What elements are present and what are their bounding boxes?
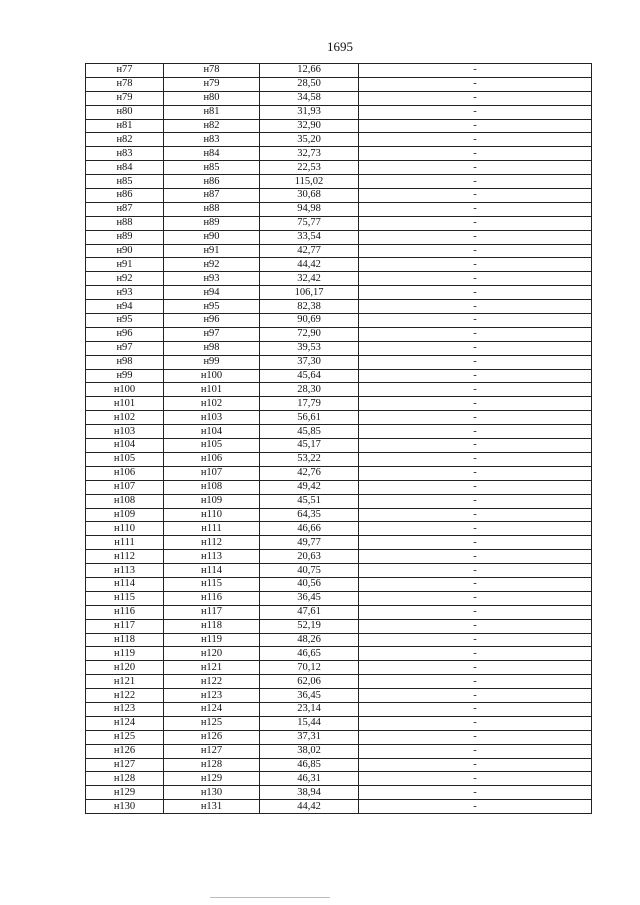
cell-note: -	[359, 425, 592, 439]
table-row	[86, 216, 592, 230]
cell-point-from: н98	[86, 355, 164, 369]
cell-length: 45,85	[260, 425, 359, 439]
cell-length: 15,44	[260, 716, 359, 730]
cell-note: -	[359, 772, 592, 786]
cell-point-to: н102	[164, 397, 260, 411]
table-row	[86, 605, 592, 619]
table-row	[86, 702, 592, 716]
table-row	[86, 661, 592, 675]
cell-point-from: н124	[86, 716, 164, 730]
cell-point-to: н107	[164, 466, 260, 480]
cell-note: -	[359, 716, 592, 730]
cell-point-from: н83	[86, 147, 164, 161]
table-row	[86, 286, 592, 300]
table-row	[86, 730, 592, 744]
cell-note: -	[359, 702, 592, 716]
cell-point-from: н101	[86, 397, 164, 411]
table-row	[86, 786, 592, 800]
table-row	[86, 133, 592, 147]
cell-note: -	[359, 758, 592, 772]
cell-note: -	[359, 633, 592, 647]
cell-point-to: н88	[164, 202, 260, 216]
table-row	[86, 647, 592, 661]
cell-length: 75,77	[260, 216, 359, 230]
cell-note: -	[359, 619, 592, 633]
table-body	[86, 64, 592, 814]
table-row	[86, 383, 592, 397]
page-bottom-rule	[210, 897, 330, 898]
cell-point-from: н89	[86, 230, 164, 244]
cell-point-to: н81	[164, 105, 260, 119]
table-row	[86, 536, 592, 550]
cell-point-from: н123	[86, 702, 164, 716]
cell-length: 45,64	[260, 369, 359, 383]
table-row	[86, 591, 592, 605]
table-row	[86, 744, 592, 758]
cell-length: 36,45	[260, 689, 359, 703]
cell-length: 56,61	[260, 411, 359, 425]
cell-point-from: н90	[86, 244, 164, 258]
table-row	[86, 758, 592, 772]
cell-note: -	[359, 522, 592, 536]
cell-length: 72,90	[260, 327, 359, 341]
cell-point-from: н129	[86, 786, 164, 800]
cell-point-from: н106	[86, 466, 164, 480]
boundary-segments-table	[85, 63, 592, 814]
cell-point-to: н116	[164, 591, 260, 605]
cell-point-from: н78	[86, 77, 164, 91]
cell-point-to: н130	[164, 786, 260, 800]
table-row	[86, 314, 592, 328]
cell-point-from: н107	[86, 480, 164, 494]
cell-point-to: н83	[164, 133, 260, 147]
table-row	[86, 230, 592, 244]
cell-length: 45,51	[260, 494, 359, 508]
cell-point-from: н93	[86, 286, 164, 300]
cell-point-from: н113	[86, 564, 164, 578]
cell-length: 32,73	[260, 147, 359, 161]
cell-point-to: н82	[164, 119, 260, 133]
cell-note: -	[359, 77, 592, 91]
table-row	[86, 564, 592, 578]
cell-point-from: н86	[86, 189, 164, 203]
cell-length: 62,06	[260, 675, 359, 689]
cell-point-from: н104	[86, 439, 164, 453]
cell-note: -	[359, 161, 592, 175]
table-row	[86, 800, 592, 814]
cell-length: 106,17	[260, 286, 359, 300]
table-row	[86, 175, 592, 189]
cell-note: -	[359, 577, 592, 591]
table-row	[86, 147, 592, 161]
cell-point-to: н112	[164, 536, 260, 550]
cell-note: -	[359, 494, 592, 508]
cell-length: 39,53	[260, 341, 359, 355]
cell-point-from: н122	[86, 689, 164, 703]
cell-note: -	[359, 466, 592, 480]
cell-point-to: н120	[164, 647, 260, 661]
cell-point-from: н115	[86, 591, 164, 605]
cell-length: 46,31	[260, 772, 359, 786]
cell-length: 20,63	[260, 550, 359, 564]
table-row	[86, 480, 592, 494]
table-row	[86, 439, 592, 453]
cell-point-to: н126	[164, 730, 260, 744]
cell-length: 37,30	[260, 355, 359, 369]
cell-length: 12,66	[260, 64, 359, 78]
cell-point-to: н118	[164, 619, 260, 633]
cell-point-from: н79	[86, 91, 164, 105]
cell-note: -	[359, 272, 592, 286]
cell-note: -	[359, 286, 592, 300]
table-row	[86, 675, 592, 689]
cell-length: 37,31	[260, 730, 359, 744]
cell-note: -	[359, 314, 592, 328]
table-row	[86, 91, 592, 105]
cell-point-to: н78	[164, 64, 260, 78]
page-number: 1695	[327, 39, 353, 54]
cell-point-to: н119	[164, 633, 260, 647]
cell-length: 44,42	[260, 800, 359, 814]
table-row	[86, 64, 592, 78]
cell-point-from: н91	[86, 258, 164, 272]
cell-point-to: н103	[164, 411, 260, 425]
cell-length: 40,75	[260, 564, 359, 578]
cell-length: 46,65	[260, 647, 359, 661]
cell-length: 17,79	[260, 397, 359, 411]
cell-point-to: н90	[164, 230, 260, 244]
cell-length: 31,93	[260, 105, 359, 119]
cell-note: -	[359, 64, 592, 78]
cell-note: -	[359, 411, 592, 425]
cell-point-from: н96	[86, 327, 164, 341]
cell-note: -	[359, 786, 592, 800]
cell-point-from: н110	[86, 522, 164, 536]
cell-note: -	[359, 202, 592, 216]
cell-length: 64,35	[260, 508, 359, 522]
cell-point-from: н100	[86, 383, 164, 397]
cell-point-from: н82	[86, 133, 164, 147]
cell-length: 34,58	[260, 91, 359, 105]
cell-note: -	[359, 661, 592, 675]
table-row	[86, 577, 592, 591]
cell-length: 28,50	[260, 77, 359, 91]
cell-point-to: н98	[164, 341, 260, 355]
table-row	[86, 77, 592, 91]
cell-point-to: н101	[164, 383, 260, 397]
cell-point-from: н105	[86, 452, 164, 466]
cell-point-to: н114	[164, 564, 260, 578]
table-row	[86, 411, 592, 425]
cell-length: 115,02	[260, 175, 359, 189]
cell-note: -	[359, 550, 592, 564]
cell-note: -	[359, 800, 592, 814]
table-row	[86, 119, 592, 133]
table-row	[86, 452, 592, 466]
cell-point-to: н124	[164, 702, 260, 716]
cell-point-from: н118	[86, 633, 164, 647]
cell-point-from: н127	[86, 758, 164, 772]
cell-note: -	[359, 452, 592, 466]
cell-length: 46,66	[260, 522, 359, 536]
table-row	[86, 369, 592, 383]
table-row	[86, 105, 592, 119]
cell-note: -	[359, 647, 592, 661]
cell-note: -	[359, 341, 592, 355]
cell-point-to: н113	[164, 550, 260, 564]
cell-point-from: н112	[86, 550, 164, 564]
cell-length: 32,42	[260, 272, 359, 286]
cell-point-from: н81	[86, 119, 164, 133]
table-row	[86, 425, 592, 439]
cell-point-to: н115	[164, 577, 260, 591]
table-row	[86, 300, 592, 314]
cell-note: -	[359, 536, 592, 550]
cell-point-to: н122	[164, 675, 260, 689]
cell-note: -	[359, 147, 592, 161]
cell-note: -	[359, 216, 592, 230]
cell-point-from: н99	[86, 369, 164, 383]
cell-point-to: н128	[164, 758, 260, 772]
cell-length: 70,12	[260, 661, 359, 675]
cell-point-from: н114	[86, 577, 164, 591]
cell-length: 45,17	[260, 439, 359, 453]
cell-length: 94,98	[260, 202, 359, 216]
cell-point-to: н95	[164, 300, 260, 314]
cell-point-from: н111	[86, 536, 164, 550]
cell-point-from: н125	[86, 730, 164, 744]
cell-point-from: н116	[86, 605, 164, 619]
cell-point-to: н92	[164, 258, 260, 272]
cell-point-from: н117	[86, 619, 164, 633]
cell-point-from: н119	[86, 647, 164, 661]
cell-point-to: н94	[164, 286, 260, 300]
table-row	[86, 202, 592, 216]
cell-point-to: н105	[164, 439, 260, 453]
cell-point-from: н121	[86, 675, 164, 689]
cell-note: -	[359, 605, 592, 619]
cell-point-from: н120	[86, 661, 164, 675]
cell-point-to: н110	[164, 508, 260, 522]
table-row	[86, 189, 592, 203]
cell-note: -	[359, 591, 592, 605]
table-row	[86, 619, 592, 633]
table-row	[86, 161, 592, 175]
cell-length: 28,30	[260, 383, 359, 397]
cell-point-to: н111	[164, 522, 260, 536]
cell-length: 42,76	[260, 466, 359, 480]
table-row	[86, 633, 592, 647]
cell-length: 53,22	[260, 452, 359, 466]
cell-note: -	[359, 689, 592, 703]
cell-length: 42,77	[260, 244, 359, 258]
cell-point-to: н79	[164, 77, 260, 91]
cell-point-to: н99	[164, 355, 260, 369]
table-row	[86, 258, 592, 272]
cell-note: -	[359, 230, 592, 244]
cell-point-from: н130	[86, 800, 164, 814]
cell-point-from: н84	[86, 161, 164, 175]
cell-point-from: н108	[86, 494, 164, 508]
cell-length: 35,20	[260, 133, 359, 147]
cell-length: 38,94	[260, 786, 359, 800]
cell-point-from: н95	[86, 314, 164, 328]
cell-note: -	[359, 300, 592, 314]
cell-point-to: н117	[164, 605, 260, 619]
table-row	[86, 466, 592, 480]
cell-length: 49,42	[260, 480, 359, 494]
cell-length: 90,69	[260, 314, 359, 328]
cell-point-to: н106	[164, 452, 260, 466]
cell-point-to: н125	[164, 716, 260, 730]
cell-note: -	[359, 355, 592, 369]
cell-point-from: н126	[86, 744, 164, 758]
cell-note: -	[359, 133, 592, 147]
cell-point-from: н128	[86, 772, 164, 786]
cell-note: -	[359, 105, 592, 119]
cell-point-to: н131	[164, 800, 260, 814]
table-row	[86, 327, 592, 341]
table-row	[86, 522, 592, 536]
table-row	[86, 494, 592, 508]
table-row	[86, 341, 592, 355]
cell-point-from: н102	[86, 411, 164, 425]
cell-length: 49,77	[260, 536, 359, 550]
cell-point-to: н123	[164, 689, 260, 703]
cell-note: -	[359, 119, 592, 133]
cell-length: 48,26	[260, 633, 359, 647]
cell-length: 40,56	[260, 577, 359, 591]
cell-length: 36,45	[260, 591, 359, 605]
cell-point-to: н104	[164, 425, 260, 439]
cell-point-from: н80	[86, 105, 164, 119]
cell-length: 23,14	[260, 702, 359, 716]
table-row	[86, 397, 592, 411]
cell-point-to: н91	[164, 244, 260, 258]
cell-note: -	[359, 480, 592, 494]
cell-point-from: н77	[86, 64, 164, 78]
table-row	[86, 508, 592, 522]
cell-length: 46,85	[260, 758, 359, 772]
cell-note: -	[359, 175, 592, 189]
cell-note: -	[359, 258, 592, 272]
cell-point-to: н97	[164, 327, 260, 341]
cell-note: -	[359, 439, 592, 453]
table-row	[86, 272, 592, 286]
cell-point-to: н100	[164, 369, 260, 383]
cell-point-from: н109	[86, 508, 164, 522]
cell-point-to: н108	[164, 480, 260, 494]
cell-point-from: н103	[86, 425, 164, 439]
cell-point-to: н127	[164, 744, 260, 758]
cell-point-to: н89	[164, 216, 260, 230]
cell-note: -	[359, 327, 592, 341]
cell-point-to: н109	[164, 494, 260, 508]
cell-length: 38,02	[260, 744, 359, 758]
cell-length: 82,38	[260, 300, 359, 314]
cell-length: 22,53	[260, 161, 359, 175]
cell-note: -	[359, 730, 592, 744]
cell-length: 32,90	[260, 119, 359, 133]
table-row	[86, 716, 592, 730]
table-row	[86, 772, 592, 786]
cell-point-to: н96	[164, 314, 260, 328]
cell-length: 52,19	[260, 619, 359, 633]
cell-point-to: н121	[164, 661, 260, 675]
cell-point-from: н94	[86, 300, 164, 314]
table-row	[86, 550, 592, 564]
cell-point-to: н129	[164, 772, 260, 786]
cell-point-to: н84	[164, 147, 260, 161]
cell-point-from: н88	[86, 216, 164, 230]
cell-point-to: н87	[164, 189, 260, 203]
cell-length: 47,61	[260, 605, 359, 619]
cell-point-from: н85	[86, 175, 164, 189]
cell-point-to: н85	[164, 161, 260, 175]
cell-point-from: н97	[86, 341, 164, 355]
cell-point-to: н80	[164, 91, 260, 105]
cell-note: -	[359, 508, 592, 522]
cell-note: -	[359, 564, 592, 578]
cell-length: 33,54	[260, 230, 359, 244]
cell-point-from: н87	[86, 202, 164, 216]
cell-note: -	[359, 383, 592, 397]
cell-point-from: н92	[86, 272, 164, 286]
cell-length: 44,42	[260, 258, 359, 272]
table-row	[86, 244, 592, 258]
cell-length: 30,68	[260, 189, 359, 203]
cell-note: -	[359, 369, 592, 383]
table-row	[86, 355, 592, 369]
cell-note: -	[359, 244, 592, 258]
cell-point-to: н86	[164, 175, 260, 189]
cell-note: -	[359, 675, 592, 689]
cell-note: -	[359, 397, 592, 411]
cell-note: -	[359, 189, 592, 203]
table-row	[86, 689, 592, 703]
cell-note: -	[359, 91, 592, 105]
cell-point-to: н93	[164, 272, 260, 286]
cell-note: -	[359, 744, 592, 758]
